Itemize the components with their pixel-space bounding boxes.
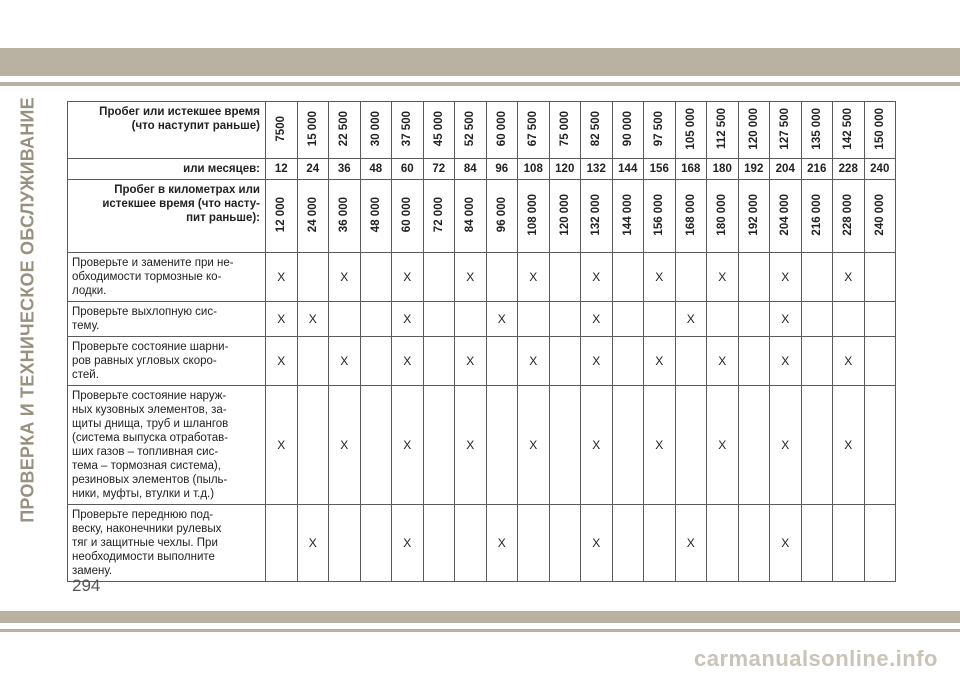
service-mark: X — [486, 302, 518, 337]
service-mark: X — [581, 337, 613, 386]
months-interval: 120 — [549, 159, 581, 180]
service-mark — [518, 505, 550, 582]
service-mark: X — [770, 253, 802, 302]
km-interval-text: 84 000 — [464, 196, 477, 233]
service-mark: X — [833, 337, 865, 386]
table-row — [68, 337, 896, 386]
months-header-label: или месяцев: — [68, 159, 266, 180]
service-mark — [297, 337, 329, 386]
watermark: carmanualsonline.info — [694, 646, 938, 671]
service-mark: X — [770, 337, 802, 386]
service-mark: X — [297, 302, 329, 337]
service-mark — [864, 302, 896, 337]
service-mark: X — [581, 302, 613, 337]
miles-interval-text: 75 000 — [558, 110, 571, 147]
service-mark — [707, 302, 739, 337]
service-mark: X — [518, 337, 550, 386]
km-interval-text: 120 000 — [558, 193, 571, 236]
km-interval-text: 156 000 — [653, 193, 666, 236]
service-mark — [738, 253, 770, 302]
months-interval: 24 — [297, 159, 329, 180]
service-mark: X — [581, 253, 613, 302]
miles-interval-text: 60 000 — [495, 110, 508, 147]
km-interval — [644, 180, 676, 253]
service-mark — [833, 505, 865, 582]
miles-interval-text: 7500 — [275, 115, 288, 142]
km-interval — [455, 180, 487, 253]
service-mark — [675, 386, 707, 505]
miles-interval — [864, 102, 896, 159]
service-mark — [549, 302, 581, 337]
months-interval: 168 — [675, 159, 707, 180]
task-description: Проверьте состояние шарни- ров равных угловых скоро- стей. — [68, 337, 266, 386]
months-interval: 204 — [770, 159, 802, 180]
service-mark — [801, 505, 833, 582]
service-mark — [864, 505, 896, 582]
km-header-label: Пробег в километрах или истекшее время (что насту- пит раньше): — [68, 180, 266, 253]
service-mark — [738, 386, 770, 505]
miles-interval — [329, 102, 361, 159]
task-description: Проверьте выхлопную сис- тему. — [68, 302, 266, 337]
months-interval: 48 — [360, 159, 392, 180]
miles-interval — [801, 102, 833, 159]
service-mark: X — [266, 253, 298, 302]
months-interval: 84 — [455, 159, 487, 180]
service-mark: X — [581, 505, 613, 582]
service-mark — [455, 505, 487, 582]
service-mark: X — [266, 337, 298, 386]
km-interval-text: 36 000 — [338, 196, 351, 233]
service-mark: X — [392, 253, 424, 302]
km-interval-text: 96 000 — [495, 196, 508, 233]
service-mark: X — [644, 337, 676, 386]
km-interval-text: 228 000 — [842, 193, 855, 236]
service-mark: X — [833, 253, 865, 302]
service-mark — [329, 302, 361, 337]
km-interval — [770, 180, 802, 253]
km-interval — [549, 180, 581, 253]
miles-interval-text: 67 500 — [527, 110, 540, 147]
miles-interval-text: 127 500 — [779, 107, 792, 150]
miles-interval-text: 37 500 — [401, 110, 414, 147]
service-mark: X — [518, 253, 550, 302]
service-mark: X — [392, 505, 424, 582]
miles-interval-text: 30 000 — [369, 110, 382, 147]
km-interval-text: 60 000 — [401, 196, 414, 233]
miles-interval — [675, 102, 707, 159]
service-mark: X — [297, 505, 329, 582]
table-row — [68, 505, 896, 582]
service-mark — [549, 505, 581, 582]
km-interval-text: 216 000 — [810, 193, 823, 236]
miles-interval — [266, 102, 298, 159]
service-mark — [423, 302, 455, 337]
miles-interval — [486, 102, 518, 159]
months-interval: 192 — [738, 159, 770, 180]
service-mark — [423, 337, 455, 386]
km-interval-text: 240 000 — [873, 193, 886, 236]
miles-header-label: Пробег или истекшее время (что наступит раньше) — [68, 102, 266, 159]
service-mark: X — [707, 253, 739, 302]
km-interval-text: 72 000 — [432, 196, 445, 233]
service-mark — [644, 505, 676, 582]
service-mark — [423, 253, 455, 302]
miles-interval — [707, 102, 739, 159]
km-interval — [738, 180, 770, 253]
km-interval-text: 108 000 — [527, 193, 540, 236]
service-mark: X — [392, 386, 424, 505]
service-mark: X — [266, 386, 298, 505]
miles-interval — [423, 102, 455, 159]
miles-interval — [297, 102, 329, 159]
task-description: Проверьте состояние наруж- ных кузовных элементов, за- щиты днища, труб и шлангов (система выпуска отработав- ших газов – топливная сис- тема – тормозная система), резиновых элементов (пыль- ники, муфты, втулки и т.д.) — [68, 386, 266, 505]
service-mark: X — [518, 386, 550, 505]
service-mark — [833, 302, 865, 337]
service-mark — [612, 337, 644, 386]
km-interval-text: 24 000 — [306, 196, 319, 233]
maintenance-schedule-table — [67, 101, 896, 582]
km-interval-text: 168 000 — [684, 193, 697, 236]
footer-rule — [0, 629, 960, 632]
km-interval — [266, 180, 298, 253]
km-interval — [581, 180, 613, 253]
service-mark: X — [675, 302, 707, 337]
service-mark — [801, 386, 833, 505]
km-interval — [707, 180, 739, 253]
miles-interval-text: 15 000 — [306, 110, 319, 147]
service-mark — [738, 505, 770, 582]
km-interval-text: 180 000 — [716, 193, 729, 236]
service-mark — [486, 386, 518, 505]
miles-header-row — [68, 102, 896, 159]
table-row — [68, 253, 896, 302]
page-number: 294 — [72, 576, 101, 595]
service-mark: X — [329, 337, 361, 386]
service-mark — [360, 505, 392, 582]
service-mark: X — [833, 386, 865, 505]
km-interval-text: 204 000 — [779, 193, 792, 236]
miles-interval — [518, 102, 550, 159]
section-title: ПРОВЕРКА И ТЕХНИЧЕСКОЕ ОБСЛУЖИВАНИЕ — [17, 97, 38, 523]
service-mark — [549, 253, 581, 302]
months-interval: 36 — [329, 159, 361, 180]
service-mark — [360, 386, 392, 505]
service-mark: X — [770, 386, 802, 505]
service-mark: X — [707, 337, 739, 386]
miles-interval — [581, 102, 613, 159]
service-mark: X — [266, 302, 298, 337]
km-interval-text: 192 000 — [747, 193, 760, 236]
km-interval-text: 12 000 — [275, 196, 288, 233]
service-mark — [801, 337, 833, 386]
service-mark: X — [644, 386, 676, 505]
months-interval: 108 — [518, 159, 550, 180]
service-mark — [423, 386, 455, 505]
service-mark: X — [770, 302, 802, 337]
service-mark — [518, 302, 550, 337]
months-interval: 156 — [644, 159, 676, 180]
service-mark: X — [455, 337, 487, 386]
service-mark — [360, 302, 392, 337]
service-mark — [612, 253, 644, 302]
header-rule — [0, 82, 960, 86]
service-mark — [675, 253, 707, 302]
km-interval — [297, 180, 329, 253]
service-mark — [329, 505, 361, 582]
km-header-row — [68, 180, 896, 253]
service-mark: X — [486, 505, 518, 582]
service-mark: X — [329, 386, 361, 505]
km-interval-text: 48 000 — [369, 196, 382, 233]
service-mark — [864, 386, 896, 505]
service-mark — [297, 386, 329, 505]
miles-interval-text: 82 500 — [590, 110, 603, 147]
miles-interval-text: 150 000 — [873, 107, 886, 150]
km-interval — [801, 180, 833, 253]
service-mark — [612, 302, 644, 337]
service-mark — [455, 302, 487, 337]
km-interval — [864, 180, 896, 253]
miles-interval-text: 45 000 — [432, 110, 445, 147]
service-mark: X — [644, 253, 676, 302]
km-interval — [392, 180, 424, 253]
service-mark: X — [392, 337, 424, 386]
miles-interval — [392, 102, 424, 159]
service-mark — [738, 337, 770, 386]
km-interval-text: 132 000 — [590, 193, 603, 236]
km-interval — [423, 180, 455, 253]
service-mark: X — [329, 253, 361, 302]
miles-interval-text: 135 000 — [810, 107, 823, 150]
table-row — [68, 302, 896, 337]
service-mark — [549, 386, 581, 505]
miles-interval — [549, 102, 581, 159]
km-interval — [329, 180, 361, 253]
miles-interval-text: 52 500 — [464, 110, 477, 147]
service-mark: X — [455, 386, 487, 505]
service-mark — [612, 386, 644, 505]
miles-interval — [360, 102, 392, 159]
service-mark — [486, 253, 518, 302]
service-mark — [675, 337, 707, 386]
km-interval — [360, 180, 392, 253]
service-mark — [360, 253, 392, 302]
service-mark — [644, 302, 676, 337]
months-header-row — [68, 159, 896, 180]
km-interval-text: 144 000 — [621, 193, 634, 236]
miles-interval-text: 22 500 — [338, 110, 351, 147]
km-interval — [612, 180, 644, 253]
months-interval: 12 — [266, 159, 298, 180]
months-interval: 144 — [612, 159, 644, 180]
km-interval — [486, 180, 518, 253]
service-mark: X — [675, 505, 707, 582]
km-interval — [675, 180, 707, 253]
task-description: Проверьте переднюю под- веску, наконечники рулевых тяг и защитные чехлы. При необходимости выполните замену. — [68, 505, 266, 582]
miles-interval-text: 105 000 — [684, 107, 697, 150]
service-mark — [549, 337, 581, 386]
miles-interval-text: 97 500 — [653, 110, 666, 147]
service-mark: X — [707, 386, 739, 505]
miles-interval — [612, 102, 644, 159]
months-interval: 180 — [707, 159, 739, 180]
service-mark — [864, 337, 896, 386]
miles-interval-text: 90 000 — [621, 110, 634, 147]
service-mark — [486, 337, 518, 386]
months-interval: 60 — [392, 159, 424, 180]
miles-interval — [738, 102, 770, 159]
months-interval: 216 — [801, 159, 833, 180]
miles-interval-text: 120 000 — [747, 107, 760, 150]
task-description: Проверьте и замените при не- обходимости тормозные ко- лодки. — [68, 253, 266, 302]
months-interval: 132 — [581, 159, 613, 180]
footer-band — [0, 611, 960, 623]
service-mark — [801, 253, 833, 302]
service-mark — [266, 505, 298, 582]
months-interval: 228 — [833, 159, 865, 180]
months-interval: 96 — [486, 159, 518, 180]
service-mark — [864, 253, 896, 302]
km-interval — [518, 180, 550, 253]
service-mark — [297, 253, 329, 302]
miles-interval — [833, 102, 865, 159]
header-band — [0, 48, 960, 76]
miles-interval — [455, 102, 487, 159]
km-interval — [833, 180, 865, 253]
months-interval: 240 — [864, 159, 896, 180]
miles-interval-text: 142 500 — [842, 107, 855, 150]
service-mark — [801, 302, 833, 337]
service-mark: X — [581, 386, 613, 505]
service-mark — [738, 302, 770, 337]
service-mark — [612, 505, 644, 582]
months-interval: 72 — [423, 159, 455, 180]
miles-interval — [770, 102, 802, 159]
service-mark — [423, 505, 455, 582]
service-mark: X — [392, 302, 424, 337]
service-mark: X — [455, 253, 487, 302]
miles-interval-text: 112 500 — [716, 108, 729, 149]
service-mark: X — [770, 505, 802, 582]
service-mark — [360, 337, 392, 386]
service-mark — [707, 505, 739, 582]
table-row — [68, 386, 896, 505]
miles-interval — [644, 102, 676, 159]
